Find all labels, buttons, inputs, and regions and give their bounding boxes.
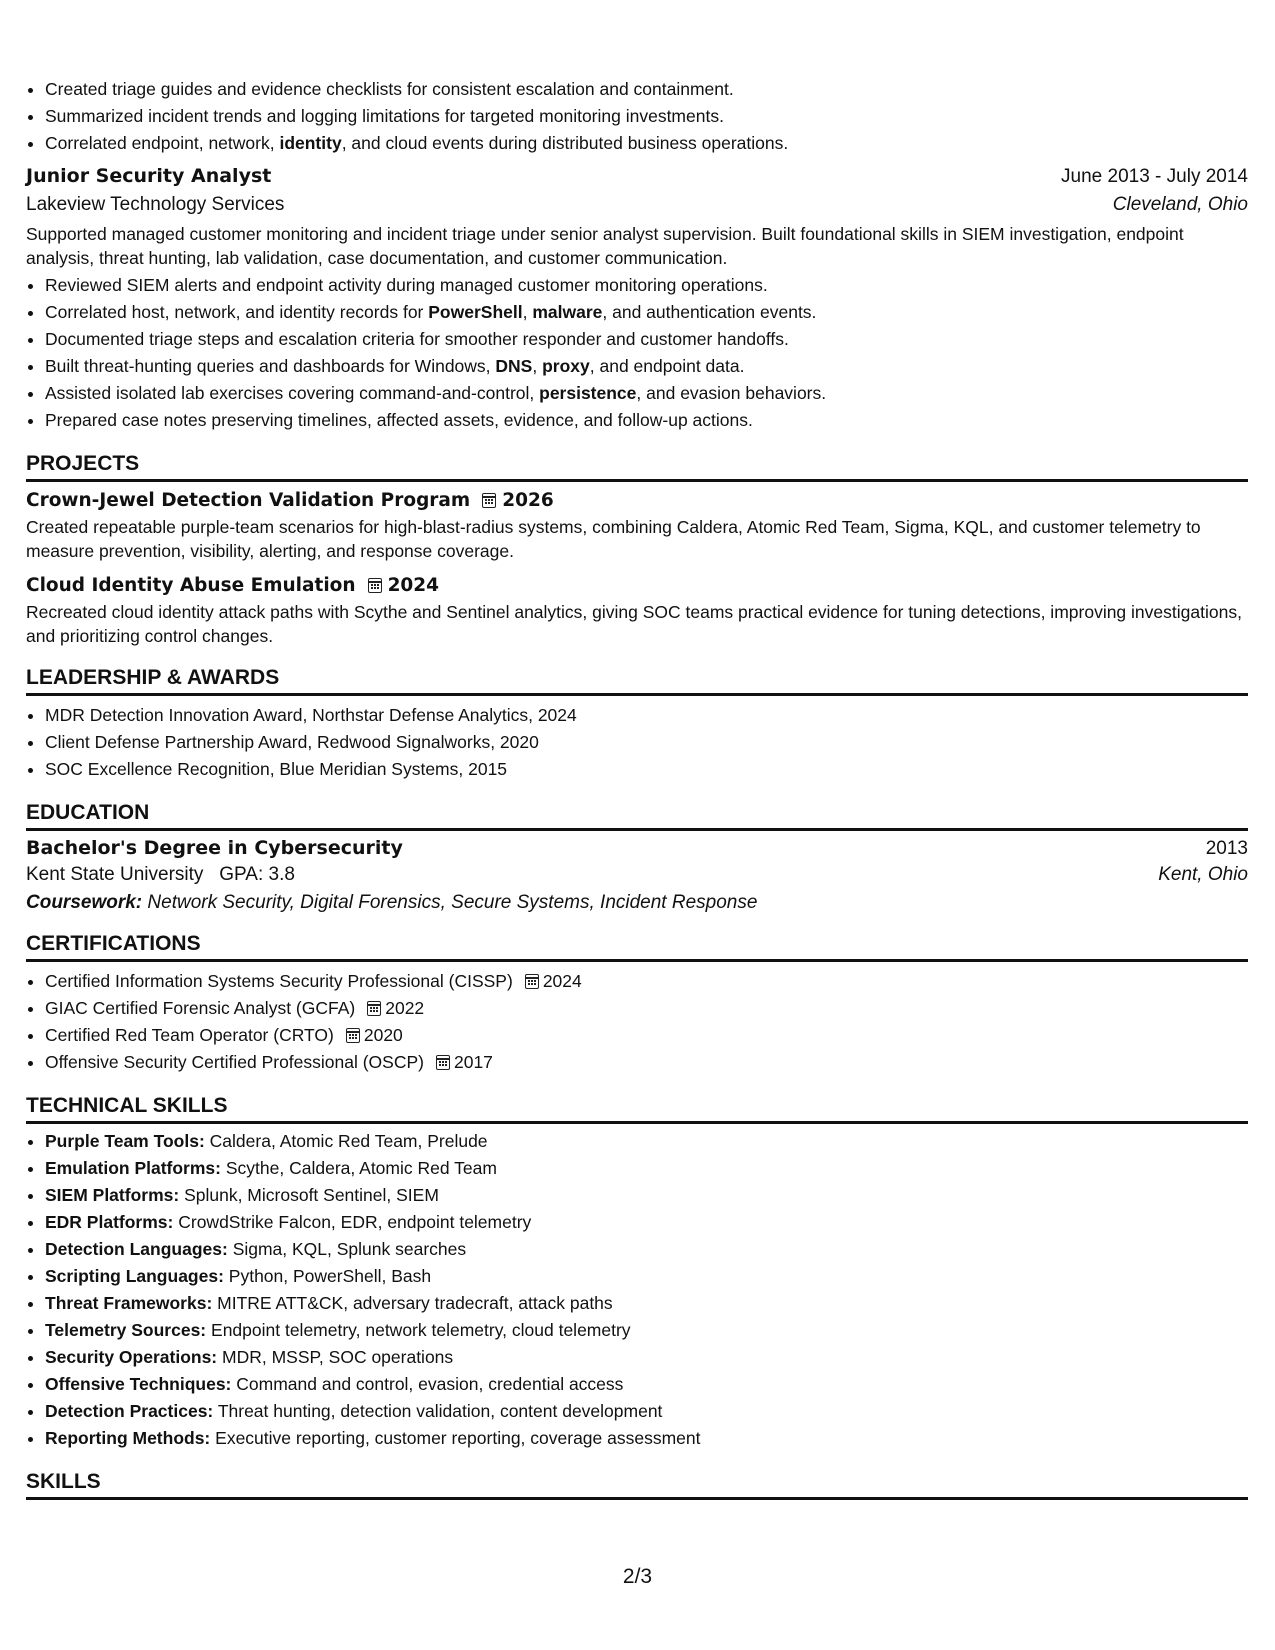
project-year: 2026 xyxy=(502,490,554,511)
skill-label: Reporting Methods: xyxy=(45,1428,211,1448)
technical-skills-list xyxy=(26,1128,1248,1452)
job-bullets xyxy=(26,272,1248,434)
text-run: Prepared case notes preserving timelines, affected assets, evidence, and follow-up actions. xyxy=(45,410,753,430)
section-heading-certifications: CERTIFICATIONS xyxy=(26,932,1248,962)
list-item xyxy=(45,380,1248,407)
list-item xyxy=(45,1290,1248,1317)
calendar-icon xyxy=(525,974,539,989)
skill-value: Endpoint telemetry, network telemetry, cloud telemetry xyxy=(211,1320,631,1340)
project-description: Recreated cloud identity attack paths with Scythe and Sentinel analytics, giving SOC teams practical evidence for tuning detections, improving investigations, and prioritizing control changes. xyxy=(26,602,1242,646)
skill-label: Security Operations: xyxy=(45,1347,218,1367)
skill-value: MDR, MSSP, SOC operations xyxy=(222,1347,454,1367)
skill-label: Detection Languages: xyxy=(45,1239,228,1259)
skill-value: Scythe, Caldera, Atomic Red Team xyxy=(225,1158,497,1178)
gpa: GPA: 3.8 xyxy=(219,864,295,885)
previous-job-bullets xyxy=(26,76,1248,157)
cert-year: 2017 xyxy=(453,1052,493,1072)
list-item xyxy=(45,1371,1248,1398)
skill-value: Threat hunting, detection validation, content development xyxy=(217,1401,663,1421)
skill-label: Detection Practices: xyxy=(45,1401,214,1421)
project-title: Cloud Identity Abuse Emulation xyxy=(26,575,356,596)
project-year: 2024 xyxy=(387,575,440,596)
bold-keyword: malware xyxy=(532,302,603,322)
text-run: Built threat-hunting queries and dashboards for Windows, xyxy=(45,356,496,376)
cert-year: 2020 xyxy=(363,1025,403,1045)
text-run: Correlated host, network, and identity records for xyxy=(45,302,429,322)
list-item xyxy=(45,1182,1248,1209)
calendar-icon xyxy=(436,1055,450,1070)
skill-label: SIEM Platforms: xyxy=(45,1185,180,1205)
list-item xyxy=(45,103,1248,130)
skill-value: Command and control, evasion, credential access xyxy=(236,1374,624,1394)
cert-name: Offensive Security Certified Professional (OSCP) xyxy=(45,1052,424,1072)
degree: Bachelor's Degree in Cybersecurity xyxy=(26,837,403,859)
skill-value: CrowdStrike Falcon, EDR, endpoint telemetry xyxy=(178,1212,532,1232)
job-location: Cleveland, Ohio xyxy=(1112,194,1248,215)
list-item xyxy=(45,1236,1248,1263)
project-item xyxy=(26,575,1248,648)
text-run: Created triage guides and evidence checklists for consistent escalation and containment. xyxy=(45,79,734,99)
skill-label: EDR Platforms: xyxy=(45,1212,174,1232)
education-year: 2013 xyxy=(1205,838,1248,859)
cert-year: 2022 xyxy=(385,998,425,1018)
list-item xyxy=(45,1128,1248,1155)
education-entry xyxy=(26,837,1248,914)
list-item xyxy=(45,995,1248,1022)
text-run: , and endpoint data. xyxy=(589,356,745,376)
skill-value: Splunk, Microsoft Sentinel, SIEM xyxy=(184,1185,439,1205)
school: Kent State University xyxy=(26,864,204,885)
list-item xyxy=(45,968,1248,995)
text-run: , xyxy=(532,356,543,376)
text-run: Reviewed SIEM alerts and endpoint activity during managed customer monitoring operations. xyxy=(45,275,768,295)
text-run: , and cloud events during distributed business operations. xyxy=(341,133,789,153)
job-summary: Supported managed customer monitoring and incident triage under senior analyst supervision. Built foundational skills in SIEM investigation, endpoint analysis, threat hunting, lab validation, case documentation, and customer communication. xyxy=(26,224,1184,268)
list-item xyxy=(45,1344,1248,1371)
list-item xyxy=(45,1425,1248,1452)
calendar-icon xyxy=(368,578,382,593)
project-title: Crown-Jewel Detection Validation Program xyxy=(26,490,471,511)
list-item xyxy=(45,76,1248,103)
skill-label: Offensive Techniques: xyxy=(45,1374,232,1394)
list-item xyxy=(45,130,1248,157)
text-run: , xyxy=(522,302,533,322)
list-item xyxy=(45,299,1248,326)
list-item: • Client Defense Partnership Award, Redwood Signalworks, 2020 xyxy=(45,729,1248,756)
text-run: , and evasion behaviors. xyxy=(636,383,827,403)
list-item xyxy=(45,326,1248,353)
job-dates: June 2013 - July 2014 xyxy=(1061,166,1248,187)
bold-keyword: identity xyxy=(279,133,342,153)
cert-year: 2024 xyxy=(542,971,582,991)
cert-name: GIAC Certified Forensic Analyst (GCFA) xyxy=(45,998,356,1018)
page-number: 2/3 xyxy=(622,1565,653,1588)
list-item xyxy=(45,407,1248,434)
skill-value: MITRE ATT&CK, adversary tradecraft, attack paths xyxy=(217,1293,613,1313)
coursework-label: Coursework: xyxy=(26,892,143,913)
list-item xyxy=(45,1398,1248,1425)
coursework: Network Security, Digital Forensics, Secure Systems, Incident Response xyxy=(147,892,758,913)
list-item xyxy=(45,1022,1248,1049)
text-run: Summarized incident trends and logging limitations for targeted monitoring investments. xyxy=(45,106,724,126)
calendar-icon xyxy=(367,1001,381,1016)
list-item: • MDR Detection Innovation Award, Northstar Defense Analytics, 2024 xyxy=(45,702,1248,729)
skill-label: Emulation Platforms: xyxy=(45,1158,221,1178)
job-title: Junior Security Analyst xyxy=(26,165,272,187)
awards-list xyxy=(26,702,1248,783)
calendar-icon xyxy=(346,1028,360,1043)
text-run: Documented triage steps and escalation criteria for smoother responder and customer handoffs. xyxy=(45,329,789,349)
list-item xyxy=(45,353,1248,380)
text-run: , and authentication events. xyxy=(602,302,817,322)
list-item xyxy=(45,1155,1248,1182)
list-item xyxy=(45,1049,1248,1076)
certifications-list xyxy=(26,968,1248,1076)
skill-label: Telemetry Sources: xyxy=(45,1320,207,1340)
bold-keyword: persistence xyxy=(539,383,637,403)
bold-keyword: PowerShell xyxy=(428,302,523,322)
skill-label: Threat Frameworks: xyxy=(45,1293,213,1313)
list-item xyxy=(45,1209,1248,1236)
calendar-icon xyxy=(482,493,496,508)
list-item xyxy=(45,1263,1248,1290)
bold-keyword: DNS xyxy=(495,356,533,376)
section-heading-skills: SKILLS xyxy=(26,1470,1248,1500)
job-entry xyxy=(26,165,1248,434)
skill-label: Purple Team Tools: xyxy=(45,1131,205,1151)
skill-value: Sigma, KQL, Splunk searches xyxy=(232,1239,467,1259)
cert-name: Certified Red Team Operator (CRTO) xyxy=(45,1025,334,1045)
project-item xyxy=(26,490,1248,563)
skill-value: Caldera, Atomic Red Team, Prelude xyxy=(209,1131,488,1151)
bold-keyword: proxy xyxy=(542,356,590,376)
text-run: Correlated endpoint, network, xyxy=(45,133,280,153)
list-item xyxy=(45,272,1248,299)
resume-page xyxy=(26,76,1248,1500)
cert-name: Certified Information Systems Security Professional (CISSP) xyxy=(45,971,513,991)
skill-value: Python, PowerShell, Bash xyxy=(228,1266,432,1286)
skill-label: Scripting Languages: xyxy=(45,1266,224,1286)
education-location: Kent, Ohio xyxy=(1158,864,1248,885)
section-heading-education: EDUCATION xyxy=(26,801,1248,831)
skill-value: Executive reporting, customer reporting, coverage assessment xyxy=(215,1428,701,1448)
list-item xyxy=(45,1317,1248,1344)
section-heading-projects: PROJECTS xyxy=(26,452,1248,482)
project-description: Created repeatable purple-team scenarios for high-blast-radius systems, combining Caldera, Atomic Red Team, Sigma, KQL, and customer telemetry to measure prevention, visibility, alerting, and response coverage. xyxy=(26,517,1201,561)
list-item: • SOC Excellence Recognition, Blue Meridian Systems, 2015 xyxy=(45,756,1248,783)
job-company: Lakeview Technology Services xyxy=(26,194,285,215)
text-run: Assisted isolated lab exercises covering command-and-control, xyxy=(45,383,540,403)
section-heading-awards: LEADERSHIP & AWARDS xyxy=(26,666,1248,696)
section-heading-technical-skills: TECHNICAL SKILLS xyxy=(26,1094,1248,1124)
